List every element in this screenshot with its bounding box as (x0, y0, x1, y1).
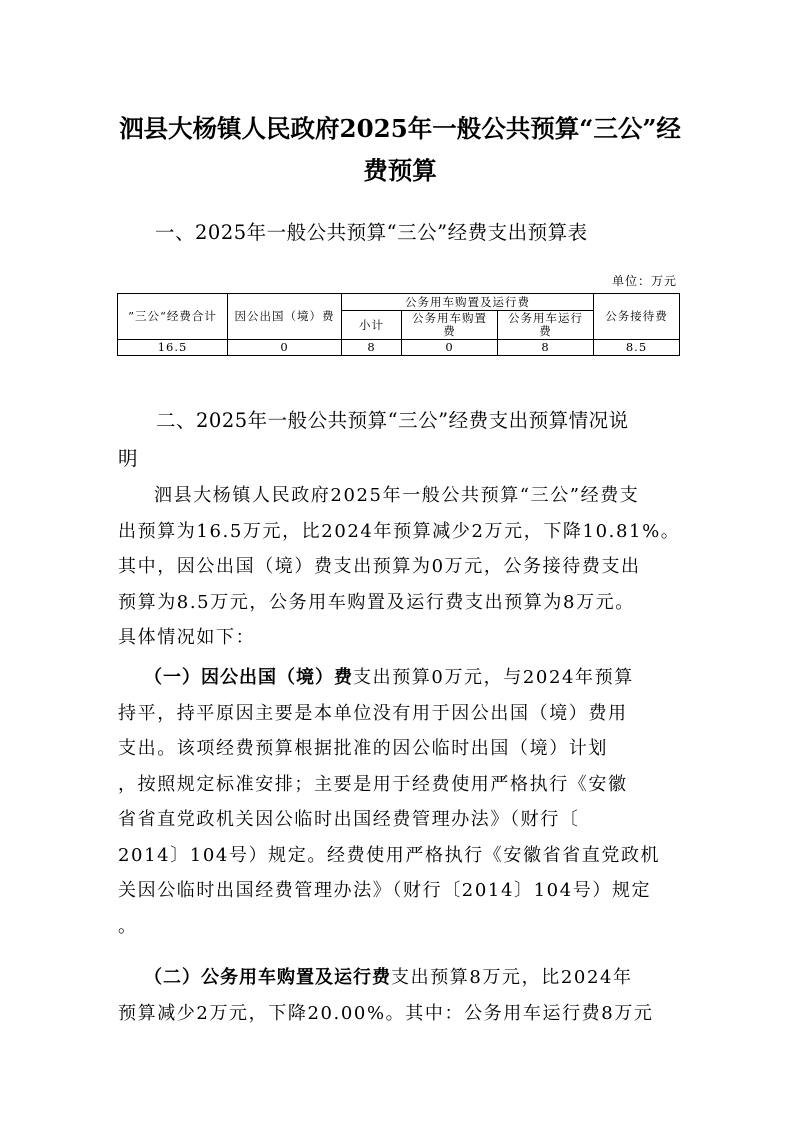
header-vehicle-operation-line2: 费 (539, 324, 552, 338)
section-1-heading: 一、2025年一般公共预算“三公”经费支出预算表 (155, 221, 588, 244)
abroad-heading: （一）因公出国（境）费 (144, 667, 353, 688)
header-reception: 公务接待费 (594, 294, 680, 340)
budget-table (117, 293, 680, 356)
intro-line: 其中，因公出国（境）费支出预算为0万元，公务接待费支出 (118, 556, 641, 577)
abroad-line: 。 (118, 915, 138, 937)
abroad-line: 支出。该项经费预算根据批准的因公临时出国（境）计划 (118, 738, 608, 759)
vehicle-paragraph (118, 960, 684, 1031)
abroad-line: 持平，持平原因主要是本单位没有用于因公出国（境）费用 (118, 702, 628, 724)
document-title (110, 108, 690, 192)
cell-total: 16.5 (118, 340, 228, 356)
header-vehicle-purchase (402, 311, 498, 340)
cell-reception: 8.5 (594, 340, 680, 356)
header-vehicle-purchase-line2: 费 (443, 324, 456, 338)
header-vehicle-group: 公务用车购置及运行费 (342, 294, 594, 311)
intro-line: 具体情况如下： (118, 627, 256, 648)
header-vehicle-operation (498, 311, 594, 340)
abroad-first-text: 支出预算0万元，与2024年预算 (353, 667, 634, 688)
vehicle-first-text: 支出预算8万元，比2024年 (391, 967, 633, 988)
cell-abroad: 0 (228, 340, 342, 356)
header-total: ”三公“经费合计 (118, 294, 228, 340)
vehicle-heading: （二）公务用车购置及运行费 (144, 967, 391, 988)
header-vehicle-operation-line1: 公务用车运行 (508, 311, 583, 325)
section-2-heading-line1: 二、2025年一般公共预算“三公”经费支出预算情况说 (156, 409, 629, 432)
header-abroad: 因公出国（境）费 (228, 294, 342, 340)
vehicle-line: 预算减少2万元，下降20.00%。其中：公务用车运行费8万元 (118, 1002, 654, 1024)
section-2-heading (118, 402, 678, 478)
abroad-line: 关因公临时出国经费管理办法》（财行〔2014〕104号）规定 (118, 880, 652, 901)
intro-line: 出预算为16.5万元，比2024年预算减少2万元，下降10.81%。 (118, 520, 681, 542)
abroad-paragraph (118, 660, 684, 944)
abroad-first-line (118, 660, 684, 696)
cell-vehicle-operation: 8 (498, 340, 594, 356)
title-line-1: 泗县大杨镇人民政府2025年一般公共预算“三公”经 (119, 114, 681, 143)
table-row (118, 340, 680, 356)
intro-line: 预算为8.5万元，公务用车购置及运行费支出预算为8万元。 (118, 591, 635, 613)
intro-paragraph (118, 478, 684, 656)
header-vehicle-purchase-line1: 公务用车购置 (412, 311, 487, 325)
title-line-2: 费预算 (363, 156, 437, 185)
abroad-line: ，按照规定标准安排；主要是用于经费使用严格执行《安徽 (118, 773, 628, 795)
vehicle-first-line (118, 960, 684, 996)
cell-subtotal: 8 (342, 340, 402, 356)
section-2-heading-line2: 明 (118, 447, 139, 470)
cell-vehicle-purchase: 0 (402, 340, 498, 356)
header-subtotal: 小计 (342, 311, 402, 340)
abroad-line: 省省直党政机关因公临时出国经费管理办法》（财行〔 (118, 809, 580, 830)
abroad-line: 2014〕104号）规定。经费使用严格执行《安徽省省直党政机 (118, 844, 661, 866)
intro-line: 泗县大杨镇人民政府2025年一般公共预算“三公”经费支 (154, 485, 640, 506)
table-unit-label: 单位：万元 (611, 274, 677, 288)
